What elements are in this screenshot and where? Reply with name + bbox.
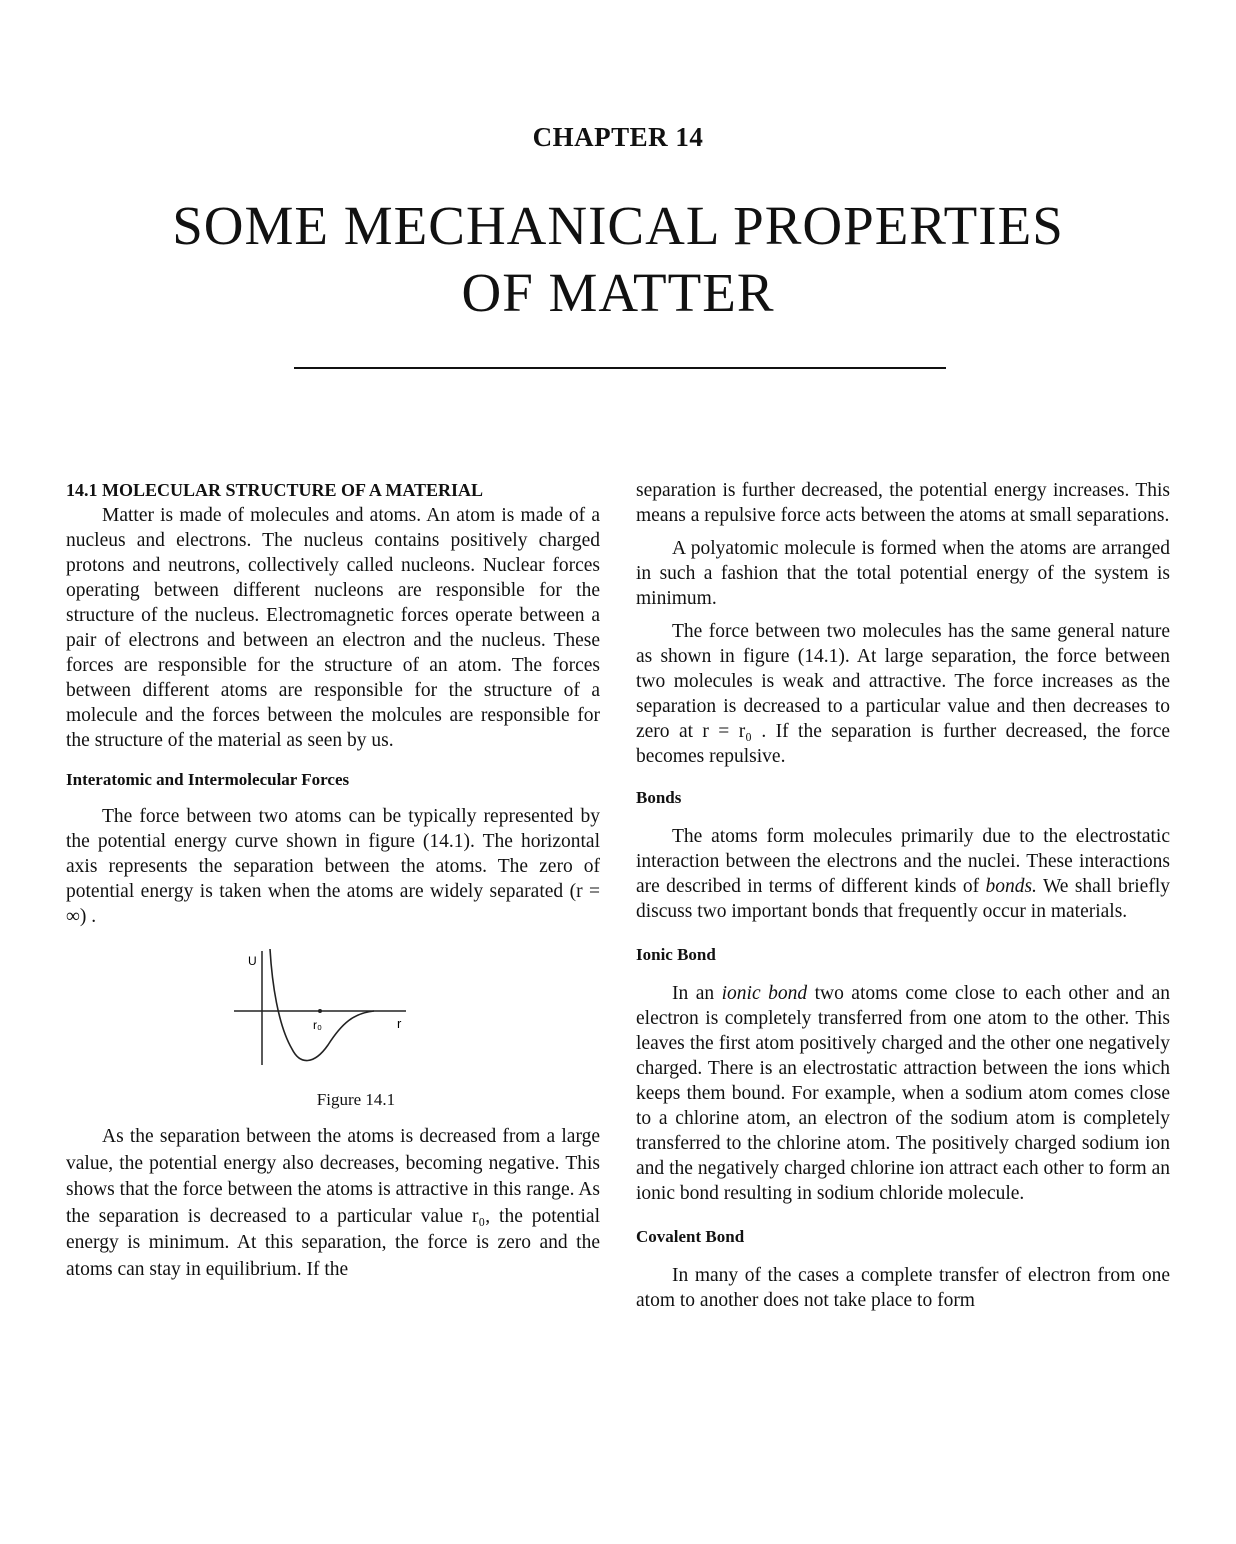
chapter-title	[0, 192, 1236, 326]
potential-curve	[270, 949, 374, 1061]
potential-energy-curve-diagram	[234, 943, 414, 1078]
r0-label: r₀	[313, 1018, 322, 1032]
title-divider	[294, 367, 946, 369]
text-run: The atoms form molecules primarily due to the electrostatic interaction between the electrons and the nuclei. These interactions are described in terms of different kinds of	[636, 826, 1170, 897]
chapter-title-line-2: OF MATTER	[461, 262, 775, 323]
chapter-label: CHAPTER 14	[532, 122, 704, 152]
italic-term: bonds.	[985, 876, 1037, 897]
paragraph: Matter is made of molecules and atoms. An atom is made of a nucleus and electrons. The nucleus contains positively charged protons and neutrons, collectively called nucleons. Nuclear forces operating between different nucleons are responsible for the structure of the nucleus. Electromagnetic forces operate between a pair of electrons and between an electron and the nucleus. These forces are responsible for the structure of an atom. The forces between different atoms are responsible for the structure of a molecule and the forces between the molcules are responsible for the structure of the material as seen by us.	[66, 505, 600, 751]
paragraph: A polyatomic molecule is formed when the atoms are arranged in such a fashion that the total potential energy of the system is minimum.	[636, 538, 1170, 609]
r0-point	[318, 1009, 322, 1013]
paragraph: As the separation between the atoms is decreased from a large value, the potential energy also decreases, becoming negative. This shows that the force between the atoms is attractive in this range. As the separation is decreased to a particular value r₀, the potential energy is minimum. At this separation, the force is zero and the atoms can stay in equilibrium. If the	[66, 1126, 600, 1280]
italic-term: ionic bond	[721, 983, 808, 1004]
subsection-heading: Interatomic and Intermolecular Forces	[66, 770, 350, 789]
y-axis-label: U	[248, 954, 257, 968]
x-axis-label: r	[397, 1016, 402, 1031]
paragraph	[636, 981, 1170, 1206]
figure-14-1	[66, 929, 600, 1124]
subsection-heading-ionic: Ionic Bond	[636, 945, 716, 964]
paragraph	[636, 824, 1170, 924]
right-column	[636, 478, 1170, 1313]
left-column	[66, 478, 600, 1283]
text-run: two atoms come close to each other and an electron is completely transferred from one atom to the other. This leaves the first atom positively charged and the other one negatively charged. There is an electrostatic attraction between the ions which keeps them bound. For example, when a sodium atom comes close to a chlorine atom, an electron of the sodium atom is completely transferred to the chlorine atom. The positively charged sodium ion and the negatively charged chlorine ion attract each other to form an ionic bond resulting in sodium chloride molecule.	[636, 983, 1170, 1204]
subsection-heading-covalent: Covalent Bond	[636, 1227, 745, 1246]
paragraph: The force between two molecules has the same general nature as shown in figure (14.1). At large separation, the force between two molecules is weak and attractive. The force increases as the separation is decreased to a particular value and then decreases to zero at r = r₀ . If the separation is further decreased, the force becomes repulsive.	[636, 621, 1170, 767]
figure-caption: Figure 14.1	[316, 1090, 396, 1109]
subsection-heading-bonds: Bonds	[636, 788, 682, 807]
paragraph: separation is further decreased, the potential energy increases. This means a repulsive force acts between the atoms at small separations.	[636, 480, 1170, 526]
section-heading: 14.1 MOLECULAR STRUCTURE OF A MATERIAL	[66, 480, 484, 500]
text-run: We shall briefly discuss two important bonds that frequently occur in materials.	[636, 876, 1170, 922]
chapter-title-line-1: SOME MECHANICAL PROPERTIES	[172, 195, 1064, 256]
paragraph: The force between two atoms can be typically represented by the potential energy curve shown in figure (14.1). The horizontal axis represents the separation between the atoms. The zero of potential energy is taken when the atoms are widely separated (r = ∞) .	[66, 806, 600, 927]
paragraph: In many of the cases a complete transfer of electron from one atom to another does not take place to form	[636, 1265, 1170, 1311]
text-run: In an	[672, 983, 715, 1004]
